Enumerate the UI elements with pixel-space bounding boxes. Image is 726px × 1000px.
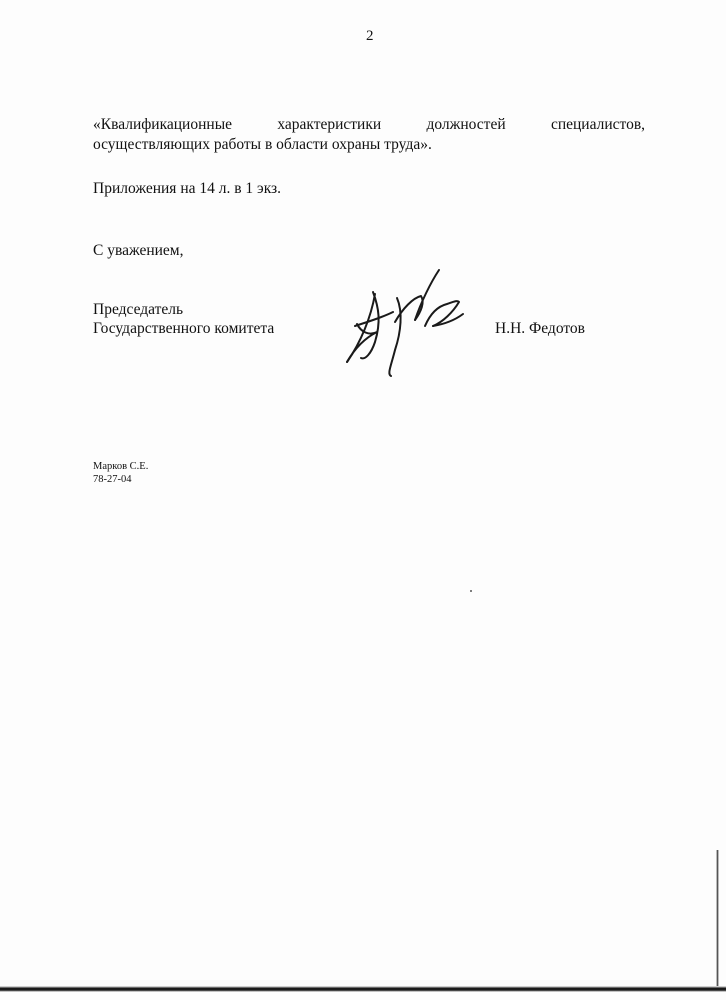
closing-regards: С уважением, xyxy=(93,242,184,259)
scan-edge-bottom xyxy=(0,986,726,992)
body-word: специалистов, xyxy=(550,116,646,133)
attachments-note: Приложения на 14 л. в 1 экз. xyxy=(93,180,282,197)
body-word: «Квалификационные xyxy=(93,116,232,133)
executor-name: Марков С.Е. xyxy=(93,461,149,472)
scan-edge-right xyxy=(716,850,719,990)
signer-name: Н.Н. Федотов xyxy=(495,320,586,337)
executor-phone: 78-27-04 xyxy=(93,474,132,485)
body-line-2: осуществляющих работы в области охраны труда». xyxy=(93,136,432,153)
body-line-1 xyxy=(93,116,645,134)
signer-position-line-2: Государственного комитета xyxy=(93,320,275,337)
scan-speck xyxy=(470,590,472,592)
signer-position-line-1: Председатель xyxy=(93,301,184,318)
body-word: характеристики xyxy=(277,116,382,133)
body-word: должностей xyxy=(426,116,506,133)
page-number: 2 xyxy=(366,28,374,44)
handwritten-signature xyxy=(335,262,470,382)
